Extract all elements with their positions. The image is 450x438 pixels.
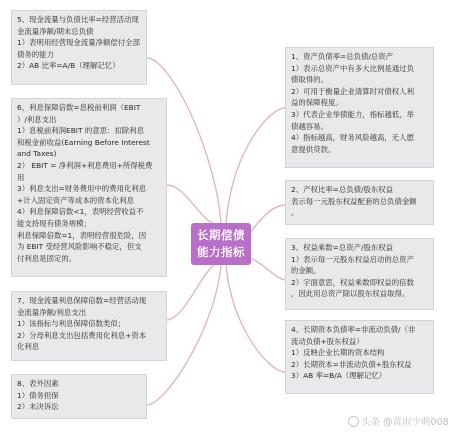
- text-line: 债取得的。: [291, 75, 328, 85]
- text-line: 流动负债+股东权益）: [291, 336, 364, 346]
- text-line: 3）利息支出=财务费用中的费用化利息: [17, 184, 147, 194]
- text-line: 2）长期资本=非流动负债+股东权益: [291, 359, 412, 369]
- connector-to-node-4: [226, 265, 285, 372]
- text-line: 金流量净额/期末总负债: [17, 26, 94, 36]
- text-line: 债务的能力: [17, 49, 54, 59]
- text-line: 2）分母利息支出包括费用化利息+资本: [17, 330, 147, 340]
- text-line: 和税金前收益(Earning Before Interest: [17, 137, 150, 147]
- text-line: 2）未决诉讼: [17, 402, 59, 412]
- text-line: 金流量净额/利息支出: [17, 307, 87, 317]
- text-line: 1）反映企业长期的资本结构: [291, 348, 385, 358]
- node-1-debt-asset-ratio: [285, 47, 434, 168]
- text-line: +计入固定资产等成本的资本化利息: [17, 195, 135, 205]
- text-line: 6、利息保障倍数=息税前利润（EBIT: [17, 103, 141, 112]
- text-line: 化利息: [17, 342, 40, 352]
- connector-to-node-7: [167, 264, 215, 320]
- text-line: 益的保障程度。: [291, 98, 343, 108]
- node-2-equity-ratio: [285, 180, 434, 225]
- text-line: 意提供贷款。: [291, 144, 336, 154]
- text-line: 长期偿债: [197, 228, 245, 242]
- text-line: ）/利息支出: [17, 114, 57, 124]
- text-line: 1）表示总资产中有多大比例是通过负: [291, 63, 414, 73]
- text-line: 4、长期资本负债率=非流动负债/（非: [291, 325, 416, 334]
- text-line: 用: [17, 172, 25, 182]
- text-line: and Taxes): [17, 149, 57, 159]
- text-line: 1）表明用经营现金流量净额偿付全部: [17, 38, 140, 48]
- text-line: 能支持现有债务规模；: [17, 218, 91, 228]
- connector-to-node-2: [251, 205, 285, 232]
- text-line: 付利息是固定的。: [17, 253, 77, 263]
- text-line: 2、产权比率=总负债/股东权益: [291, 185, 394, 194]
- text-line: 2）可用于衡量企业清算时对债权人利: [291, 86, 414, 96]
- node-7-cash-flow-interest-coverage: [11, 291, 167, 361]
- text-line: 1）债务担保: [17, 390, 59, 400]
- text-line: 利息保障倍数=1，表明经营很危险，因: [17, 230, 147, 240]
- text-line: 3）AB 率=B/A（理解记忆）: [291, 371, 387, 381]
- connector-to-node-3: [251, 258, 285, 280]
- text-line: 为 EBIT 受经营风险影响不稳定，但支: [17, 242, 142, 252]
- text-line: 3）代表企业举债能力，指标越低，举: [291, 109, 414, 119]
- text-line: 债越容易。: [291, 121, 328, 131]
- central-topic-node: [191, 223, 251, 265]
- watermark-text: 头条 @黄雨少萌008: [361, 417, 449, 428]
- text-line: 。: [291, 208, 299, 218]
- text-line: 2）AB 比率=A/B（理解记忆）: [17, 61, 120, 71]
- text-line: 的金额。: [291, 266, 321, 276]
- node-6-interest-coverage-ratio: [11, 98, 167, 277]
- watermark-logo-icon: [348, 416, 359, 427]
- text-line: ，因此用总资产除以股东权益取得。: [291, 289, 410, 299]
- text-line: 表示每一元股东权益配套的总负债金额: [291, 196, 417, 206]
- text-line: 1）表示每一元股东权益启动的总资产: [291, 254, 414, 264]
- watermark: [348, 414, 448, 432]
- text-line: 2）字面意思，权益乘数即权益的倍数: [291, 277, 414, 287]
- node-5-cash-flow-debt-ratio: [11, 10, 147, 85]
- connector-to-node-1: [226, 108, 285, 223]
- text-line: 1、资产负债率=总负债/总资产: [291, 52, 394, 61]
- text-line: 1）该指标与利息保障倍数类似；: [17, 319, 126, 329]
- text-line: 能力指标: [197, 245, 245, 259]
- text-line: 4）利息保障倍数<1，表明经营收益不: [17, 207, 144, 217]
- text-line: 3、权益乘数=总资产/股东权益: [291, 243, 394, 252]
- connector-to-node-6: [167, 185, 215, 224]
- text-line: 8、表外因素: [17, 379, 59, 388]
- text-line: 4）指标越高，财务风险越高，无人愿: [291, 133, 414, 143]
- text-line: 1）息税前利润EBIT 的意思：扣除利息: [17, 126, 144, 136]
- text-line: 7、现金流量利息保障倍数=经营活动现: [17, 296, 147, 305]
- node-8-off-balance-factors: [11, 374, 147, 419]
- text-line: 2） EBIT = 净利润+利息费用+所得税费: [17, 160, 153, 170]
- node-4-long-term-capital-debt-ratio: [285, 320, 434, 394]
- text-line: 5、现金流量与负债比率=经营活动现: [17, 15, 139, 24]
- node-3-equity-multiplier: [285, 238, 434, 310]
